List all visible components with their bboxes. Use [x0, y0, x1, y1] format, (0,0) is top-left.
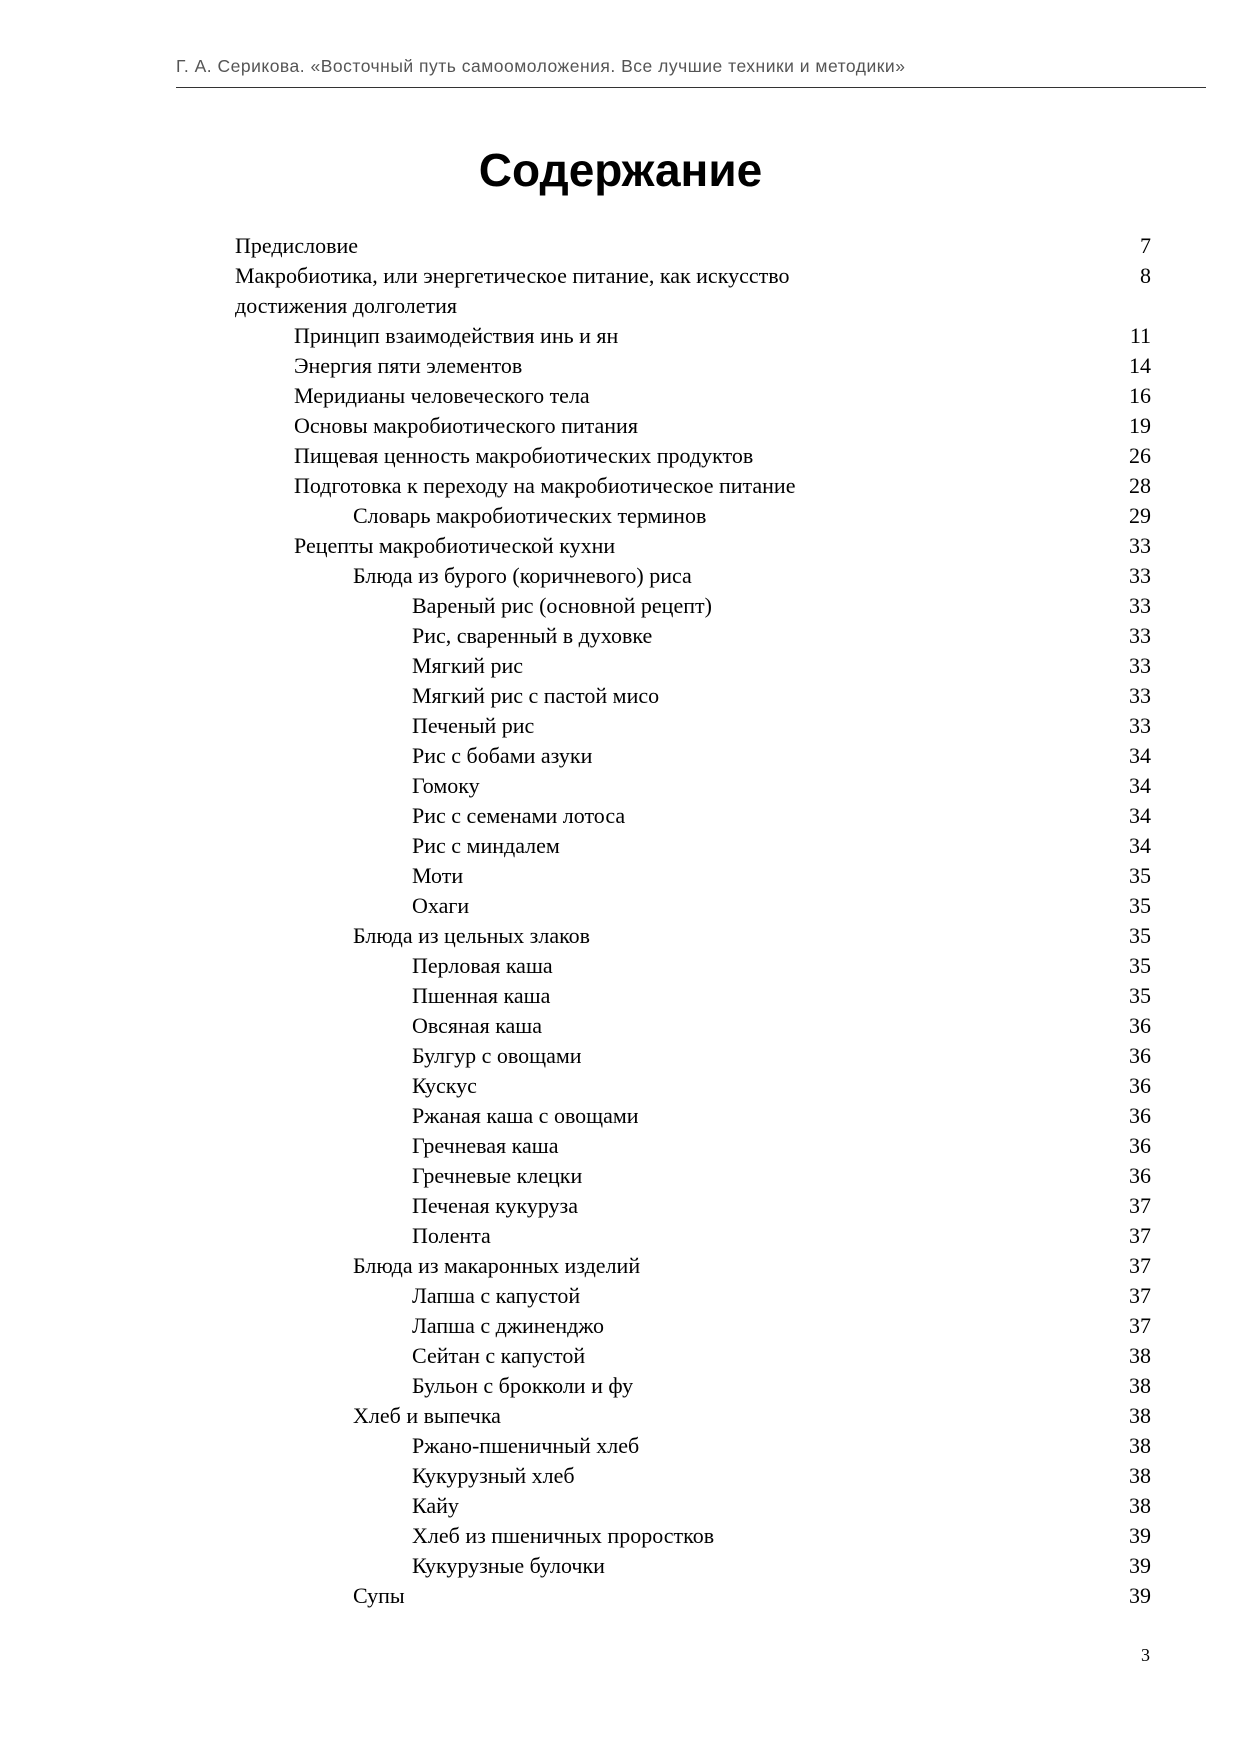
toc-entry-page: 36	[1129, 1103, 1151, 1128]
toc-entry-page: 36	[1129, 1133, 1151, 1158]
toc-entry	[235, 411, 1151, 441]
toc-entry	[235, 531, 1151, 561]
toc-entry	[235, 921, 1151, 951]
toc-entry-title: Гречневая каша	[412, 1133, 559, 1158]
toc-entry	[235, 681, 1151, 711]
page-title: Содержание	[478, 144, 763, 196]
toc-entry-page: 39	[1129, 1553, 1151, 1578]
toc-entry-page: 39	[1129, 1583, 1151, 1608]
toc-entry	[235, 1191, 1151, 1221]
toc-entry-page: 35	[1129, 863, 1151, 888]
toc-entry-title: Кукурузные булочки	[412, 1553, 605, 1578]
toc-entry-title: Рис с бобами азуки	[412, 743, 593, 768]
toc-entry-title: Пшенная каша	[412, 983, 551, 1008]
toc-entry-title: Перловая каша	[412, 953, 553, 978]
toc-entry	[235, 381, 1151, 411]
toc-entry	[235, 1431, 1151, 1461]
toc-entry-title: Основы макробиотического питания	[294, 413, 638, 438]
toc-entry	[235, 831, 1151, 861]
toc-entry-title: Рецепты макробиотической кухни	[294, 533, 616, 558]
toc-entry-page: 39	[1129, 1523, 1151, 1548]
toc-entry-title: Пищевая ценность макробиотических продуктов	[294, 443, 754, 468]
toc-entry-title: Охаги	[412, 893, 470, 918]
toc-entry-page: 37	[1129, 1193, 1151, 1218]
toc-entry	[235, 951, 1151, 981]
toc-entry-title: Мягкий рис с пастой мисо	[412, 683, 660, 708]
toc-entry-page: 38	[1129, 1373, 1151, 1398]
toc-entry-page: 37	[1129, 1313, 1151, 1338]
toc-entry	[235, 1251, 1151, 1281]
toc-entry-page: 36	[1129, 1163, 1151, 1188]
toc-entry-page: 34	[1129, 833, 1151, 858]
toc-entry-page: 35	[1129, 953, 1151, 978]
toc-entry	[235, 891, 1151, 921]
toc-entry-page: 11	[1129, 323, 1151, 348]
toc-entry-title: Блюда из макаронных изделий	[353, 1253, 641, 1278]
toc-entry	[235, 1101, 1151, 1131]
toc-entry	[235, 1401, 1151, 1431]
toc-entry	[235, 1581, 1151, 1611]
toc-entry-title: Блюда из цельных злаков	[353, 923, 591, 948]
toc-entry-page: 16	[1129, 383, 1151, 408]
toc-entry-page: 34	[1129, 803, 1151, 828]
toc-entry	[235, 561, 1151, 591]
toc-entry	[235, 861, 1151, 891]
toc-entry-page: 34	[1129, 743, 1151, 768]
toc-entry-page: 36	[1129, 1043, 1151, 1068]
toc-entry-title: Кайу	[412, 1493, 459, 1518]
toc-entry	[235, 231, 1151, 261]
toc-entry-title: Принцип взаимодействия инь и ян	[294, 323, 619, 348]
toc-entry-page: 38	[1129, 1343, 1151, 1368]
toc-entry	[235, 1071, 1151, 1101]
toc-entry	[235, 501, 1151, 531]
toc-entry-title: Сейтан с капустой	[412, 1343, 586, 1368]
toc-entry-title: Предисловие	[235, 233, 358, 258]
toc-entry	[235, 1161, 1151, 1191]
toc-entry	[235, 1491, 1151, 1521]
toc-entry-title: Овсяная каша	[412, 1013, 543, 1038]
toc-entry-page: 33	[1129, 713, 1151, 738]
toc-entry-page: 14	[1129, 353, 1151, 378]
toc-entry-page: 37	[1129, 1283, 1151, 1308]
toc-entry-page: 37	[1129, 1223, 1151, 1248]
toc-entry-page: 37	[1129, 1253, 1151, 1278]
toc-entry-page: 7	[1140, 233, 1151, 258]
toc-entry-title: Гречневые клецки	[412, 1163, 583, 1188]
toc-entry-title: Гомоку	[412, 773, 480, 798]
toc-entry-page: 8	[1140, 263, 1151, 288]
toc-entry	[235, 441, 1151, 471]
toc-entry	[235, 1011, 1151, 1041]
toc-entry	[235, 1551, 1151, 1581]
toc-entry	[235, 1221, 1151, 1251]
table-of-contents	[235, 231, 1151, 1611]
toc-entry	[235, 771, 1151, 801]
toc-entry-page: 33	[1129, 533, 1151, 558]
toc-entry-title: Вареный рис (основной рецепт)	[412, 593, 712, 618]
toc-entry-page: 28	[1129, 473, 1151, 498]
toc-entry	[235, 351, 1151, 381]
toc-entry	[235, 711, 1151, 741]
toc-entry-title: Моти	[412, 863, 464, 888]
toc-entry	[235, 591, 1151, 621]
toc-entry-title: Печеный рис	[412, 713, 535, 738]
toc-entry-title: Лапша с джиненджо	[412, 1313, 604, 1338]
toc-entry-page: 38	[1129, 1493, 1151, 1518]
running-header: Г. А. Серикова. «Восточный путь самоомоложения. Все лучшие техники и методики»	[176, 56, 906, 76]
toc-entry-page: 33	[1129, 593, 1151, 618]
toc-entry-page: 35	[1129, 923, 1151, 948]
toc-entry-title: Бульон с брокколи и фу	[412, 1373, 634, 1398]
toc-entry-title: Подготовка к переходу на макробиотическое питание	[294, 473, 796, 498]
toc-entry-title: Рис с семенами лотоса	[412, 803, 626, 828]
toc-entry-page: 38	[1129, 1403, 1151, 1428]
toc-entry-page: 33	[1129, 653, 1151, 678]
toc-entry-title: Кускус	[412, 1073, 477, 1098]
toc-entry	[235, 1041, 1151, 1071]
toc-entry-title: Супы	[353, 1583, 405, 1608]
toc-entry-title: Мягкий рис	[412, 653, 523, 678]
toc-entry-title: Словарь макробиотических терминов	[353, 503, 707, 528]
toc-entry	[235, 1281, 1151, 1311]
toc-entry-title: Хлеб из пшеничных проростков	[412, 1523, 715, 1548]
toc-entry-page: 19	[1129, 413, 1151, 438]
toc-entry	[235, 1371, 1151, 1401]
toc-entry-title: Меридианы человеческого тела	[294, 383, 590, 408]
toc-entry-title: Хлеб и выпечка	[353, 1403, 501, 1428]
page-number: 3	[1141, 1645, 1150, 1665]
toc-entry-page: 36	[1129, 1073, 1151, 1098]
toc-entry	[235, 621, 1151, 651]
toc-entry	[235, 471, 1151, 501]
toc-entry-page: 36	[1129, 1013, 1151, 1038]
toc-entry-page: 33	[1129, 563, 1151, 588]
toc-entry-page: 33	[1129, 683, 1151, 708]
header-divider	[176, 87, 1206, 88]
toc-entry-title: Ржано-пшеничный хлеб	[412, 1433, 640, 1458]
toc-entry	[235, 1311, 1151, 1341]
toc-entry-page: 33	[1129, 623, 1151, 648]
toc-entry-title: Лапша с капустой	[412, 1283, 581, 1308]
toc-entry-title: Ржаная каша с овощами	[412, 1103, 639, 1128]
toc-entry-title: Энергия пяти элементов	[294, 353, 523, 378]
toc-entry-page: 38	[1129, 1433, 1151, 1458]
toc-entry-title: Блюда из бурого (коричневого) риса	[353, 563, 692, 588]
toc-entry	[235, 981, 1151, 1011]
toc-entry	[235, 1461, 1151, 1491]
toc-entry-title: Полента	[412, 1223, 491, 1248]
toc-entry	[235, 1131, 1151, 1161]
toc-entry	[235, 801, 1151, 831]
toc-entry	[235, 741, 1151, 771]
toc-entry-title: Рис с миндалем	[412, 833, 560, 858]
toc-entry	[235, 321, 1151, 351]
toc-entry-page: 34	[1129, 773, 1151, 798]
toc-entry-page: 29	[1129, 503, 1151, 528]
toc-entry	[235, 1521, 1151, 1551]
toc-entry-title: Рис, сваренный в духовке	[412, 623, 653, 648]
toc-entry-page: 35	[1129, 983, 1151, 1008]
toc-entry	[235, 651, 1151, 681]
toc-entry-title: Макробиотика, или энергетическое питание, как искусство достижения долголетия	[235, 263, 790, 318]
toc-entry-page: 38	[1129, 1463, 1151, 1488]
toc-entry-title: Булгур с овощами	[412, 1043, 582, 1068]
toc-entry-title: Кукурузный хлеб	[412, 1463, 575, 1488]
toc-entry	[235, 261, 1151, 321]
toc-entry-page: 26	[1129, 443, 1151, 468]
toc-entry	[235, 1341, 1151, 1371]
toc-entry-title: Печеная кукуруза	[412, 1193, 579, 1218]
toc-entry-page: 35	[1129, 893, 1151, 918]
